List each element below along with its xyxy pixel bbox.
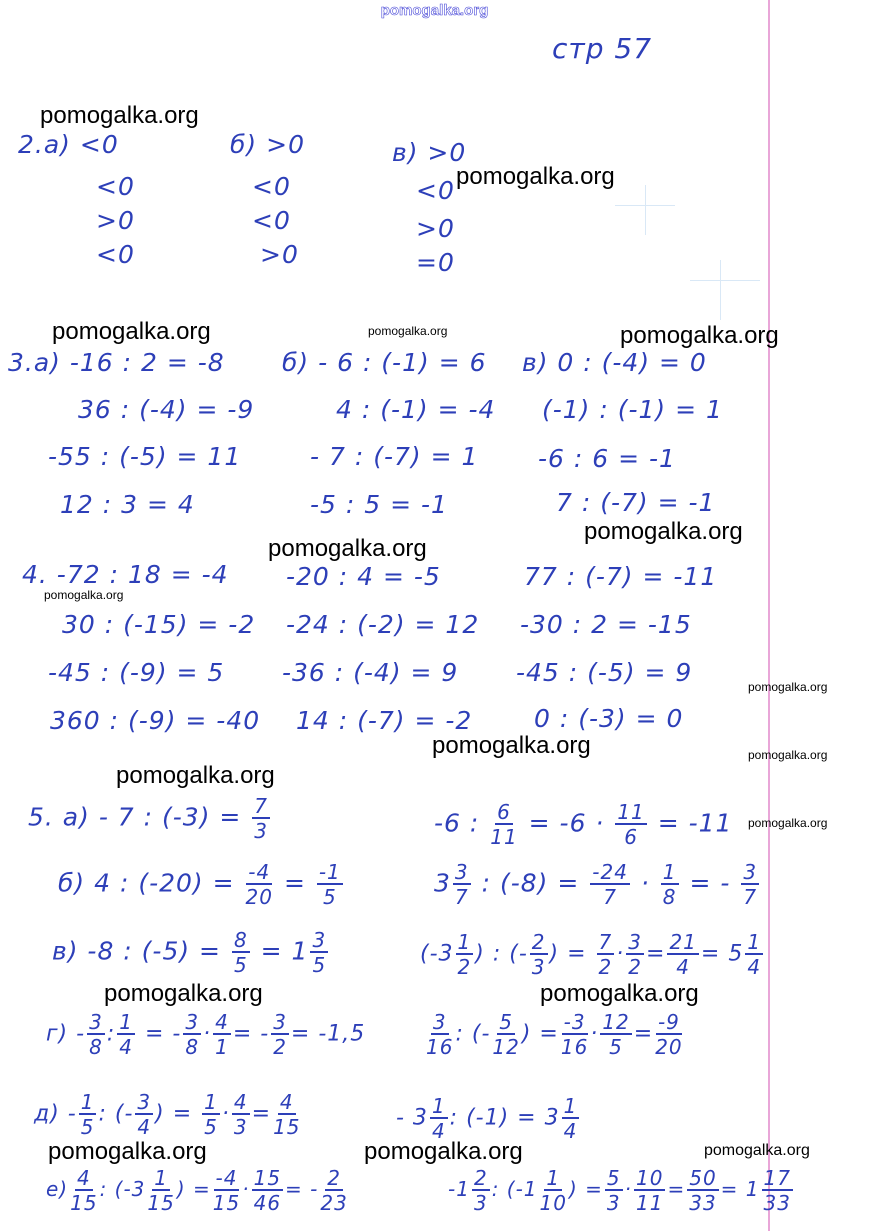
task5-b-right: [434, 862, 761, 907]
fraction-numerator: 1: [662, 860, 677, 884]
expr-text: =: [251, 1101, 272, 1127]
task5-c-right: [420, 932, 765, 977]
grid-mark: [645, 185, 646, 235]
fraction-denominator: 33: [763, 1191, 791, 1215]
task5-f-left: [46, 1168, 350, 1213]
expr-text: б) 4 : (-20) =: [58, 868, 235, 898]
fraction-denominator: 5: [80, 1115, 95, 1139]
fraction: [492, 1012, 519, 1057]
expr-text: ) =: [176, 1177, 211, 1201]
fraction-numerator: 50: [689, 1166, 717, 1190]
page-margin-line: [768, 0, 770, 1231]
watermark: pomogalka.org: [540, 980, 699, 1007]
task2-b-line1: б) >0: [230, 130, 305, 159]
fraction: [741, 862, 759, 907]
expr-text: = 5: [700, 941, 744, 967]
fraction: [135, 1092, 153, 1137]
fraction: [70, 1168, 97, 1213]
fraction-denominator: 3: [606, 1191, 621, 1215]
expr-text: - 3: [396, 1105, 428, 1131]
fraction-numerator: 3: [743, 860, 758, 884]
fraction-numerator: 5: [499, 1010, 513, 1034]
fraction-numerator: 1: [457, 930, 472, 954]
watermark: pomogalka.org: [52, 318, 211, 345]
fraction-denominator: 2: [598, 955, 613, 979]
task4-c-line4: 0 : (-3) = 0: [534, 704, 684, 733]
grid-mark: [690, 280, 760, 281]
task2-a-line3: >0: [96, 206, 135, 235]
fraction: [655, 1012, 682, 1057]
task5-a-left: [28, 796, 272, 841]
expr-text: : (-8) =: [481, 868, 580, 898]
watermark: pomogalka.org: [116, 762, 275, 789]
watermark: pomogalka.org: [584, 518, 743, 545]
fraction: [456, 932, 474, 977]
fraction-denominator: 6: [624, 825, 638, 849]
task2-a-line1: 2.а) <0: [18, 130, 119, 159]
fraction-denominator: 4: [563, 1119, 578, 1143]
fraction-numerator: 12: [602, 1010, 630, 1034]
fraction-numerator: 7: [254, 794, 269, 818]
fraction: [273, 1092, 300, 1137]
task2-b-line2: <0: [252, 172, 291, 201]
task4-c-line2: -30 : 2 = -15: [520, 610, 692, 639]
fraction: [597, 932, 615, 977]
expr-text: : (-1) = 3: [449, 1105, 560, 1131]
fraction: [310, 930, 328, 975]
fraction-numerator: 1: [204, 1090, 218, 1114]
fraction-numerator: 3: [137, 1090, 152, 1114]
task5-f-right: [448, 1168, 795, 1213]
fraction-denominator: 3: [254, 819, 269, 843]
watermark: pomogalka.org: [432, 732, 591, 759]
fraction-denominator: 20: [655, 1035, 683, 1059]
fraction-numerator: -1: [318, 860, 341, 884]
expr-text: ) =: [549, 941, 587, 967]
fraction: [320, 1168, 347, 1213]
fraction: [661, 862, 679, 907]
expr-text: :: [106, 1021, 116, 1047]
fraction-numerator: 3: [454, 860, 469, 884]
task2-b-line3: <0: [252, 206, 291, 235]
fraction-denominator: 7: [743, 885, 758, 909]
expr-text: = -: [285, 1177, 319, 1201]
fraction-denominator: 15: [147, 1191, 175, 1215]
fraction-denominator: 5: [322, 885, 337, 909]
fraction: [762, 1168, 793, 1213]
fraction: [453, 862, 471, 907]
fraction-denominator: 2: [628, 955, 642, 979]
expr-text: -1: [448, 1177, 470, 1201]
task3-b-line4: -5 : 5 = -1: [310, 490, 448, 519]
watermark: pomogalka.org: [748, 748, 828, 762]
task4-c-line3: -45 : (-5) = 9: [516, 658, 693, 687]
expr-text: = -: [689, 868, 731, 898]
task5-e-left: [34, 1092, 303, 1137]
fraction: [147, 1168, 174, 1213]
task5-e-right: [396, 1096, 581, 1141]
fraction: [530, 932, 548, 977]
expr-text: : (-: [455, 1021, 491, 1047]
fraction-numerator: 8: [233, 928, 248, 952]
task4-a-line3: -45 : (-9) = 5: [48, 658, 225, 687]
fraction-denominator: 8: [662, 885, 677, 909]
task4-a-line1: 4. -72 : 18 = -4: [22, 560, 229, 589]
expr-text: ) =: [155, 1101, 193, 1127]
fraction-numerator: -9: [657, 1010, 680, 1034]
task3-a-line2: 36 : (-4) = -9: [78, 395, 255, 424]
expr-text: ) =: [521, 1021, 559, 1047]
expr-text: = 1: [720, 1177, 760, 1201]
expr-text: = 1: [260, 936, 309, 966]
expr-text: ) : (-: [475, 941, 528, 967]
expr-text: =: [646, 941, 666, 967]
fraction-denominator: 4: [137, 1115, 152, 1139]
fraction-denominator: 20: [245, 885, 273, 909]
fraction-denominator: 2: [457, 955, 472, 979]
fraction-numerator: -24: [592, 860, 628, 884]
task3-c-line4: 7 : (-7) = -1: [556, 488, 716, 517]
expr-text: =: [667, 1177, 686, 1201]
watermark: pomogalka.org: [44, 588, 124, 602]
fraction-numerator: 2: [327, 1166, 341, 1190]
expr-text: ·: [616, 941, 625, 967]
fraction-denominator: 5: [609, 1035, 623, 1059]
fraction: [472, 1168, 490, 1213]
task3-a-line4: 12 : 3 = 4: [60, 490, 195, 519]
task4-a-line2: 30 : (-15) = -2: [62, 610, 256, 639]
task2-c-line4: =0: [416, 248, 455, 277]
task3-b-line1: б) - 6 : (-1) = 6: [282, 348, 487, 377]
watermark: pomogalka.org: [364, 1138, 523, 1165]
task5-c-left: [52, 930, 330, 975]
watermark: pomogalka.org: [104, 980, 263, 1007]
fraction-numerator: 2: [473, 1166, 488, 1190]
fraction-numerator: 3: [432, 1010, 447, 1034]
fraction-numerator: 10: [636, 1166, 664, 1190]
site-header: pomogalka.org: [380, 2, 489, 19]
fraction-denominator: 7: [454, 885, 469, 909]
fraction: [745, 932, 763, 977]
expr-text: е): [46, 1177, 69, 1201]
fraction: [202, 1092, 220, 1137]
fraction-denominator: 3: [531, 955, 546, 979]
fraction: [426, 1012, 453, 1057]
fraction: [562, 1096, 580, 1141]
fraction: [626, 932, 644, 977]
fraction: [600, 1012, 631, 1057]
fraction-numerator: 17: [763, 1166, 791, 1190]
fraction-denominator: 11: [636, 1191, 664, 1215]
fraction-numerator: 3: [628, 930, 642, 954]
fraction: [634, 1168, 665, 1213]
watermark: pomogalka.org: [48, 1138, 207, 1165]
task2-c-line3: >0: [416, 214, 455, 243]
task3-a-line1: 3.а) -16 : 2 = -8: [8, 348, 225, 377]
expr-text: в) -8 : (-5) =: [52, 936, 222, 966]
task5-d-left: [46, 1012, 365, 1057]
fraction-denominator: 3: [233, 1115, 248, 1139]
fraction-numerator: 21: [669, 930, 697, 954]
fraction-denominator: 16: [426, 1035, 454, 1059]
expr-text: ) =: [568, 1177, 603, 1201]
expr-text: ·: [203, 1021, 212, 1047]
fraction-numerator: 11: [617, 800, 645, 824]
fraction-numerator: 1: [80, 1090, 95, 1114]
fraction-numerator: 3: [273, 1010, 287, 1034]
fraction: [252, 796, 270, 841]
fraction: [213, 1168, 240, 1213]
fraction: [252, 1168, 283, 1213]
expr-text: ·: [590, 1021, 599, 1047]
fraction: [667, 932, 698, 977]
expr-text: ·: [221, 1101, 230, 1127]
fraction: [687, 1168, 718, 1213]
task5-d-right: [424, 1012, 685, 1057]
task2-c-line1: в) >0: [392, 138, 467, 167]
task3-a-line3: -55 : (-5) = 11: [48, 442, 242, 471]
expr-text: =: [283, 868, 306, 898]
fraction: [246, 862, 273, 907]
watermark: pomogalka.org: [748, 816, 828, 830]
fraction-numerator: 1: [431, 1094, 446, 1118]
watermark: pomogalka.org: [620, 322, 779, 349]
expr-text: = -: [144, 1021, 182, 1047]
fraction-numerator: 4: [279, 1090, 294, 1114]
task3-c-line3: -6 : 6 = -1: [538, 444, 676, 473]
expr-text: =: [633, 1021, 654, 1047]
task3-c-line1: в) 0 : (-4) = 0: [522, 348, 707, 377]
fraction: [605, 1168, 623, 1213]
watermark: pomogalka.org: [368, 324, 448, 338]
fraction-numerator: -3: [563, 1010, 586, 1034]
fraction-denominator: 15: [70, 1191, 98, 1215]
task4-b-line4: 14 : (-7) = -2: [296, 706, 473, 735]
fraction-denominator: 12: [492, 1035, 520, 1059]
task5-a-right: [434, 802, 732, 847]
task3-c-line2: (-1) : (-1) = 1: [542, 395, 723, 424]
expr-text: = -: [232, 1021, 270, 1047]
expr-text: (-3: [420, 941, 454, 967]
fraction-numerator: 5: [606, 1166, 621, 1190]
fraction-denominator: 15: [212, 1191, 241, 1215]
fraction-numerator: 3: [89, 1010, 103, 1034]
fraction-denominator: 4: [747, 955, 762, 979]
fraction: [490, 802, 517, 847]
fraction-numerator: 1: [154, 1166, 168, 1190]
task4-b-line3: -36 : (-4) = 9: [282, 658, 459, 687]
fraction-numerator: 7: [598, 930, 613, 954]
fraction-denominator: 8: [89, 1035, 103, 1059]
watermark: pomogalka.org: [268, 535, 427, 562]
page-label: стр 57: [552, 32, 653, 65]
fraction: [561, 1012, 588, 1057]
expr-text: д) -: [34, 1101, 77, 1127]
fraction: [615, 802, 646, 847]
fraction-numerator: 3: [312, 928, 327, 952]
fraction-denominator: 16: [560, 1035, 589, 1059]
fraction: [590, 862, 630, 907]
fraction: [79, 1092, 97, 1137]
fraction: [87, 1012, 105, 1057]
expr-text: ·: [624, 1177, 632, 1201]
expr-text: : (-1: [491, 1177, 538, 1201]
expr-text: = -11: [657, 808, 733, 838]
fraction-numerator: -4: [215, 1166, 238, 1190]
fraction: [232, 930, 250, 975]
fraction-denominator: 15: [273, 1115, 301, 1139]
task2-b-line4: >0: [260, 240, 299, 269]
fraction-numerator: 1: [747, 930, 762, 954]
fraction-numerator: -4: [248, 860, 271, 884]
fraction-denominator: 7: [603, 885, 617, 909]
fraction-numerator: 4: [233, 1090, 248, 1114]
expr-text: ·: [640, 868, 650, 898]
expr-text: = -1,5: [290, 1021, 366, 1047]
watermark: pomogalka.org: [748, 680, 828, 694]
fraction: [183, 1012, 201, 1057]
expr-text: г) -: [46, 1021, 86, 1047]
fraction-numerator: 3: [185, 1010, 200, 1034]
watermark: pomogalka.org: [456, 163, 615, 190]
expr-text: ·: [242, 1177, 250, 1201]
task4-c-line1: 77 : (-7) = -11: [524, 562, 718, 591]
expr-text: 5. а) - 7 : (-3) =: [28, 802, 242, 832]
fraction-denominator: 10: [539, 1191, 567, 1215]
task4-b-line2: -24 : (-2) = 12: [286, 610, 480, 639]
fraction: [317, 862, 343, 907]
watermark: pomogalka.org: [704, 1142, 810, 1159]
fraction-denominator: 8: [185, 1035, 200, 1059]
task2-a-line2: <0: [96, 172, 135, 201]
fraction-numerator: 2: [531, 930, 546, 954]
fraction-denominator: 4: [119, 1035, 133, 1059]
fraction-denominator: 23: [320, 1191, 348, 1215]
task3-b-line2: 4 : (-1) = -4: [336, 395, 496, 424]
fraction: [540, 1168, 567, 1213]
fraction-numerator: 15: [253, 1166, 282, 1190]
fraction-numerator: 4: [215, 1010, 229, 1034]
fraction: [430, 1096, 448, 1141]
fraction-denominator: 46: [253, 1191, 282, 1215]
watermark: pomogalka.org: [40, 102, 199, 129]
task2-a-line4: <0: [96, 240, 135, 269]
expr-text: = -6 ·: [528, 808, 605, 838]
fraction-denominator: 33: [689, 1191, 717, 1215]
fraction: [271, 1012, 289, 1057]
fraction-denominator: 1: [215, 1035, 229, 1059]
fraction-denominator: 5: [204, 1115, 218, 1139]
fraction: [213, 1012, 231, 1057]
expr-text: 3: [434, 868, 451, 898]
fraction-denominator: 4: [431, 1119, 446, 1143]
task4-b-line1: -20 : 4 = -5: [286, 562, 441, 591]
grid-mark: [720, 260, 721, 320]
fraction-numerator: 6: [497, 800, 511, 824]
task3-b-line3: - 7 : (-7) = 1: [310, 442, 479, 471]
task4-a-line4: 360 : (-9) = -40: [50, 706, 261, 735]
task2-c-line2: <0: [416, 176, 455, 205]
fraction-denominator: 5: [233, 953, 248, 977]
task5-b-left: [58, 862, 345, 907]
fraction-numerator: 1: [119, 1010, 133, 1034]
fraction-denominator: 2: [273, 1035, 287, 1059]
expr-text: : (-3: [99, 1177, 146, 1201]
fraction-denominator: 3: [473, 1191, 488, 1215]
fraction-denominator: 11: [490, 825, 518, 849]
expr-text: : (-: [98, 1101, 134, 1127]
fraction-numerator: 4: [76, 1166, 91, 1190]
fraction-denominator: 5: [312, 953, 327, 977]
fraction-numerator: 1: [546, 1166, 561, 1190]
fraction-numerator: 1: [563, 1094, 578, 1118]
fraction: [117, 1012, 135, 1057]
fraction: [232, 1092, 250, 1137]
expr-text: -6 :: [434, 808, 480, 838]
fraction-denominator: 4: [676, 955, 691, 979]
